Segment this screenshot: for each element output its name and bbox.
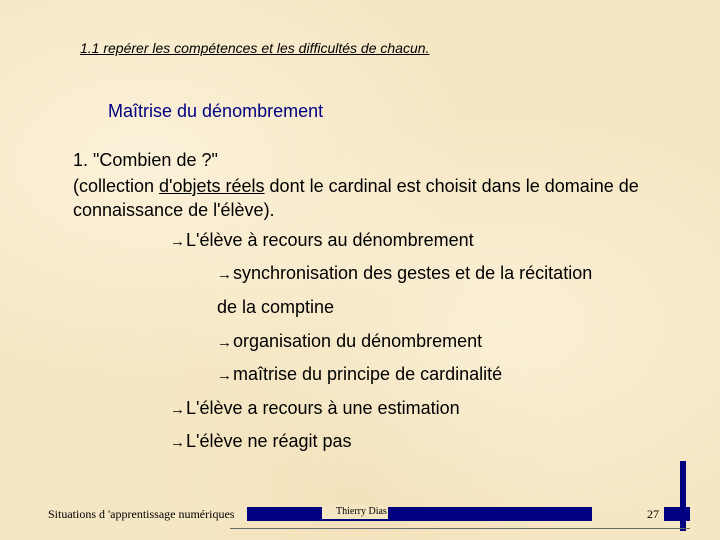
section-title: Maîtrise du dénombrement: [108, 101, 324, 121]
bullet-label: L'élève a recours à une estimation: [186, 398, 460, 418]
bullet-label: de la comptine: [217, 297, 335, 317]
page-number: 27: [592, 505, 664, 523]
bullet-estimation: [170, 398, 460, 419]
bullet-ne-reagit-pas: [170, 431, 352, 452]
arrow-icon: →: [217, 266, 232, 283]
bullet-recours-denombrement: [170, 230, 474, 251]
footer-vertical-bar: [680, 461, 686, 531]
footer-title: Situations d 'apprentissage numériques: [0, 505, 247, 523]
bullet-synchronisation: [217, 263, 592, 284]
description-suffix: dont le cardinal est choisit dans le domaine de connaissance de l'élève).: [73, 176, 639, 220]
description-underlined: d'objets réels: [159, 176, 265, 196]
arrow-icon: →: [170, 401, 185, 418]
arrow-icon: →: [170, 434, 185, 451]
item-description: [73, 174, 673, 222]
slide-header: 1.1 repérer les compétences et les difficultés de chacun.: [80, 40, 430, 56]
bullet-organisation: [217, 331, 482, 352]
item-title: 1. "Combien de ?": [73, 150, 218, 170]
bullet-label: organisation du dénombrement: [233, 331, 483, 351]
bullet-synchronisation-continuation: [217, 297, 334, 318]
bullet-label: synchronisation des gestes et de la récitation: [233, 263, 593, 283]
description-prefix: (collection: [73, 176, 160, 196]
bullet-label: L'élève ne réagit pas: [186, 431, 352, 451]
arrow-icon: →: [217, 367, 232, 384]
bullet-label: maîtrise du principe de cardinalité: [233, 364, 503, 384]
bullet-cardinalite: [217, 364, 502, 385]
footer-divider: [230, 528, 690, 529]
arrow-icon: →: [217, 334, 232, 351]
footer-author: Thierry Dias: [322, 505, 388, 519]
bullet-label: L'élève à recours au dénombrement: [186, 230, 474, 250]
arrow-icon: →: [170, 233, 185, 250]
